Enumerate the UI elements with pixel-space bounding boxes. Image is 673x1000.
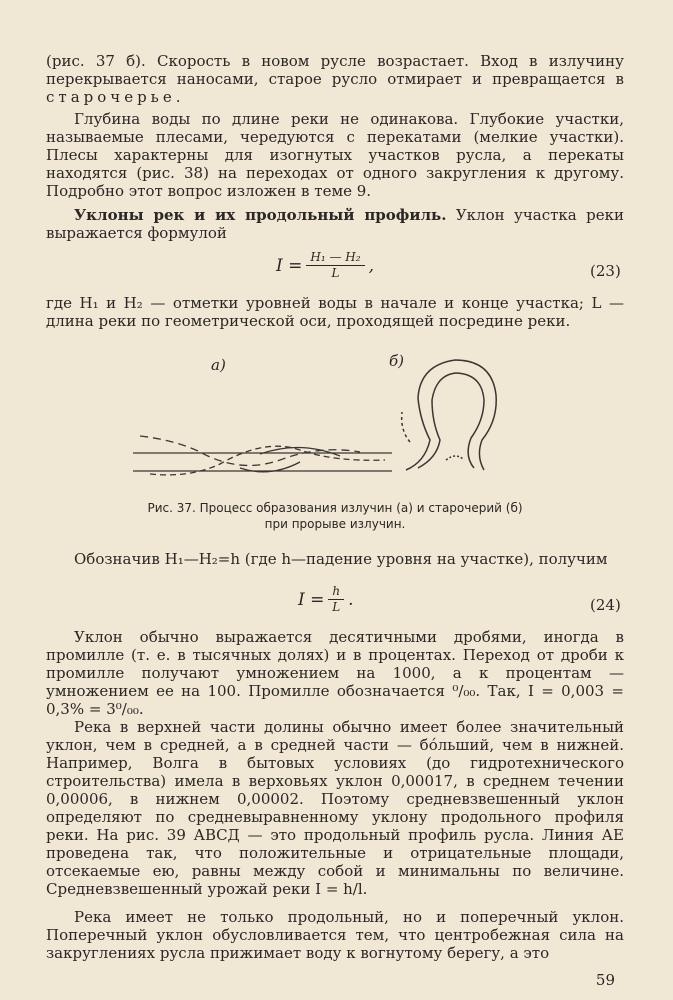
paragraph-1-spaced-word: старочерье. — [46, 88, 185, 106]
paragraph-7: Река в верхней части долины обычно имеет более значительный уклон, чем в средней, а в средней части — бóльший, чем в нижней. Например, Волга в бытовых условиях (до гидротехнического строительства) имела в верховьях уклон 0,00017, в среднем течении 0,00006, в нижнем 0,00002. Поэтому средневзвешенный уклон определяют по средневыравненному уклону продольного профиля реки. На рис. 39 АВСД — это продольный профиль русла. Линия АЕ проведена так, что положительные и отрицательные площади, отсекаемые ею, равны между собой и минимальны по величине. Средневзвешенный урожай реки I = h/l. — [46, 718, 624, 898]
formula-24-numerator: h — [328, 584, 344, 600]
formula-23-numerator: H₁ — H₂ — [306, 250, 364, 266]
equation-number-24: (24) — [590, 596, 621, 614]
paragraph-1-text: (рис. 37 б). Скорость в новом русле возрастает. Вход в излучину перекрывается наносами, старое русло отмирает и превращается в — [46, 52, 624, 88]
section-heading: Уклоны рек и их продольный профиль. — [74, 206, 447, 224]
formula-24-lhs: I = — [298, 589, 325, 610]
paragraph-3-text: Уклон участка реки выражается формулой — [46, 206, 624, 242]
formula-24-tail: . — [348, 589, 354, 610]
page-number: 59 — [595, 971, 615, 989]
meander-diagram-b — [402, 360, 497, 470]
paragraph-2: Глубина воды по длине реки не одинакова. Глубокие участки, называемые плесами, чередуются с перекатами (мелкие участки). Плесы характерны для изогнутых участков русла, а перекаты находятся (рис. 38) на переходах от одного закругления к другому. Подробно этот вопрос изложен в теме 9. — [46, 110, 624, 200]
figure-caption: Рис. 37. Процесс образования излучин (а) и старочерий (б) при прорыве излучин. — [147, 501, 523, 531]
paragraph-5: Обозначив H₁—H₂=h (где h—падение уровня на участке), получим — [74, 550, 608, 568]
figure-label-b: б) — [389, 352, 405, 370]
formula-24-denominator: L — [332, 600, 341, 614]
formula-23-denominator: L — [331, 266, 340, 280]
equation-number-23: (23) — [590, 262, 621, 280]
formula-24 — [298, 584, 354, 615]
formula-23-lhs: I = — [276, 255, 303, 276]
formula-24-fraction — [328, 584, 344, 615]
paragraph-6: Уклон обычно выражается десятичными дробями, иногда в промилле (т. е. в тысячных долях) и в процентах. Переход от дроби к промилле получают умножением на 1000, а к процентам — умножением ее на 100. Промилле обозначается ⁰/₀₀. Так, I = 0,003 = 0,3% = 3⁰/₀₀. — [46, 628, 624, 718]
paragraph-4: где H₁ и H₂ — отметки уровней воды в начале и конце участка; L — длина реки по геометрической оси, проходящей посредине реки. — [46, 294, 624, 330]
figure-label-a: а) — [211, 356, 226, 374]
meander-diagram-a — [133, 436, 392, 475]
formula-23-tail: , — [368, 255, 374, 276]
paragraph-8: Река имеет не только продольный, но и поперечный уклон. Поперечный уклон обусловливается тем, что центробежная сила на закруглениях русла прижимает воду к вогнутому берегу, а это — [46, 908, 624, 962]
